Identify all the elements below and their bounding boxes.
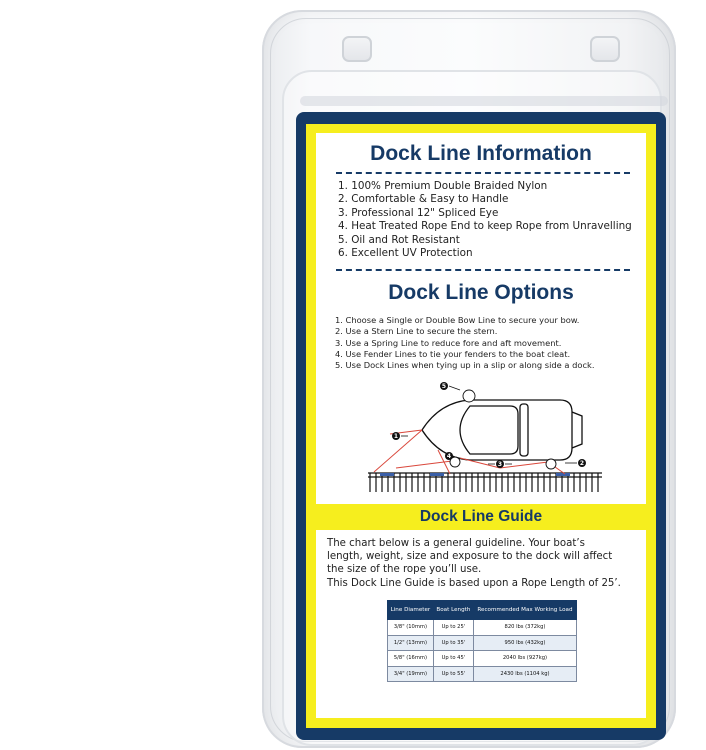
boat-illustration — [422, 400, 582, 460]
table-row — [388, 666, 577, 682]
guide-text-line: the size of the rope you’ll use. — [327, 564, 482, 576]
options-list — [335, 315, 594, 371]
table-cell: Up to 55' — [433, 666, 473, 682]
packaging-ridge — [300, 96, 668, 106]
svg-text:2: 2 — [579, 460, 585, 467]
svg-text:3: 3 — [497, 461, 503, 468]
list-item: 2. Comfortable & Easy to Handle — [338, 193, 509, 206]
marker-5 — [440, 382, 460, 390]
list-item: 5. Oil and Rot Resistant — [338, 233, 460, 246]
table-cell: 2430 lbs (1104 kg) — [473, 666, 576, 682]
list-item: 4. Heat Treated Rope End to keep Rope from Unravelling — [338, 220, 632, 233]
table-cell: 820 lbs (372kg) — [473, 620, 576, 636]
table-cell: 950 lbs (432kg) — [473, 635, 576, 651]
table-cell: Up to 35' — [433, 635, 473, 651]
table-cell: 5/8" (16mm) — [388, 651, 434, 667]
table-row — [388, 635, 577, 651]
table-header: Line Diameter — [388, 601, 434, 620]
divider-dashed — [336, 172, 630, 174]
table-row — [388, 620, 577, 636]
table-row — [388, 651, 577, 667]
svg-text:4: 4 — [446, 453, 452, 460]
list-item: 5. Use Dock Lines when tying up in a slip or along side a dock. — [335, 360, 595, 371]
table-header-row — [388, 601, 577, 620]
guide-title: Dock Line Guide — [419, 508, 543, 525]
table-cell: Up to 45' — [433, 651, 473, 667]
divider-dashed — [336, 269, 630, 271]
list-item: 2. Use a Stern Line to secure the stern. — [335, 326, 498, 337]
marker-4 — [445, 452, 453, 460]
marker-2 — [565, 459, 586, 467]
table-header: Recommended Max Working Load — [473, 601, 576, 620]
list-item: 3. Use a Spring Line to reduce fore and aft movement. — [335, 337, 562, 348]
list-item: 6. Excellent UV Protection — [338, 247, 473, 260]
table-cell: Up to 25' — [433, 620, 473, 636]
guide-text-line: The chart below is a general guideline. Your boat’s — [327, 538, 585, 549]
guide-title-band — [316, 504, 646, 530]
list-item: 4. Use Fender Lines to tie your fenders to the boat cleat. — [335, 348, 571, 359]
svg-text:5: 5 — [441, 383, 447, 390]
docking-diagram — [360, 378, 610, 498]
list-item: 1. 100% Premium Double Braided Nylon — [338, 180, 548, 192]
list-item: 3. Professional 12" Spliced Eye — [338, 206, 499, 219]
info-list — [338, 180, 632, 260]
info-title: Dock Line Information — [370, 142, 592, 165]
dock-cleat-mark — [556, 473, 570, 476]
svg-text:1: 1 — [393, 433, 399, 440]
guide-text-line: length, weight, size and exposure to the dock will affect — [327, 551, 613, 563]
table-cell: 1/2" (13mm) — [388, 635, 434, 651]
options-title: Dock Line Options — [388, 281, 574, 304]
table-cell: 3/4" (19mm) — [388, 666, 434, 682]
list-item: 1. Choose a Single or Double Bow Line to secure your bow. — [335, 315, 580, 325]
table-header: Boat Length — [433, 601, 473, 620]
hang-hole-left — [342, 36, 372, 62]
guide-paragraph — [327, 537, 643, 590]
table-cell: 2040 lbs (927kg) — [473, 651, 576, 667]
dock-cleat-mark — [430, 473, 444, 476]
guide-text-line: This Dock Line Guide is based upon a Rope Length of 25’. — [327, 577, 621, 589]
dock-cleat-mark — [380, 473, 394, 476]
table-cell: 3/8" (10mm) — [388, 620, 434, 636]
hang-hole-right — [590, 36, 620, 62]
dock-line-guide-table — [387, 600, 577, 682]
